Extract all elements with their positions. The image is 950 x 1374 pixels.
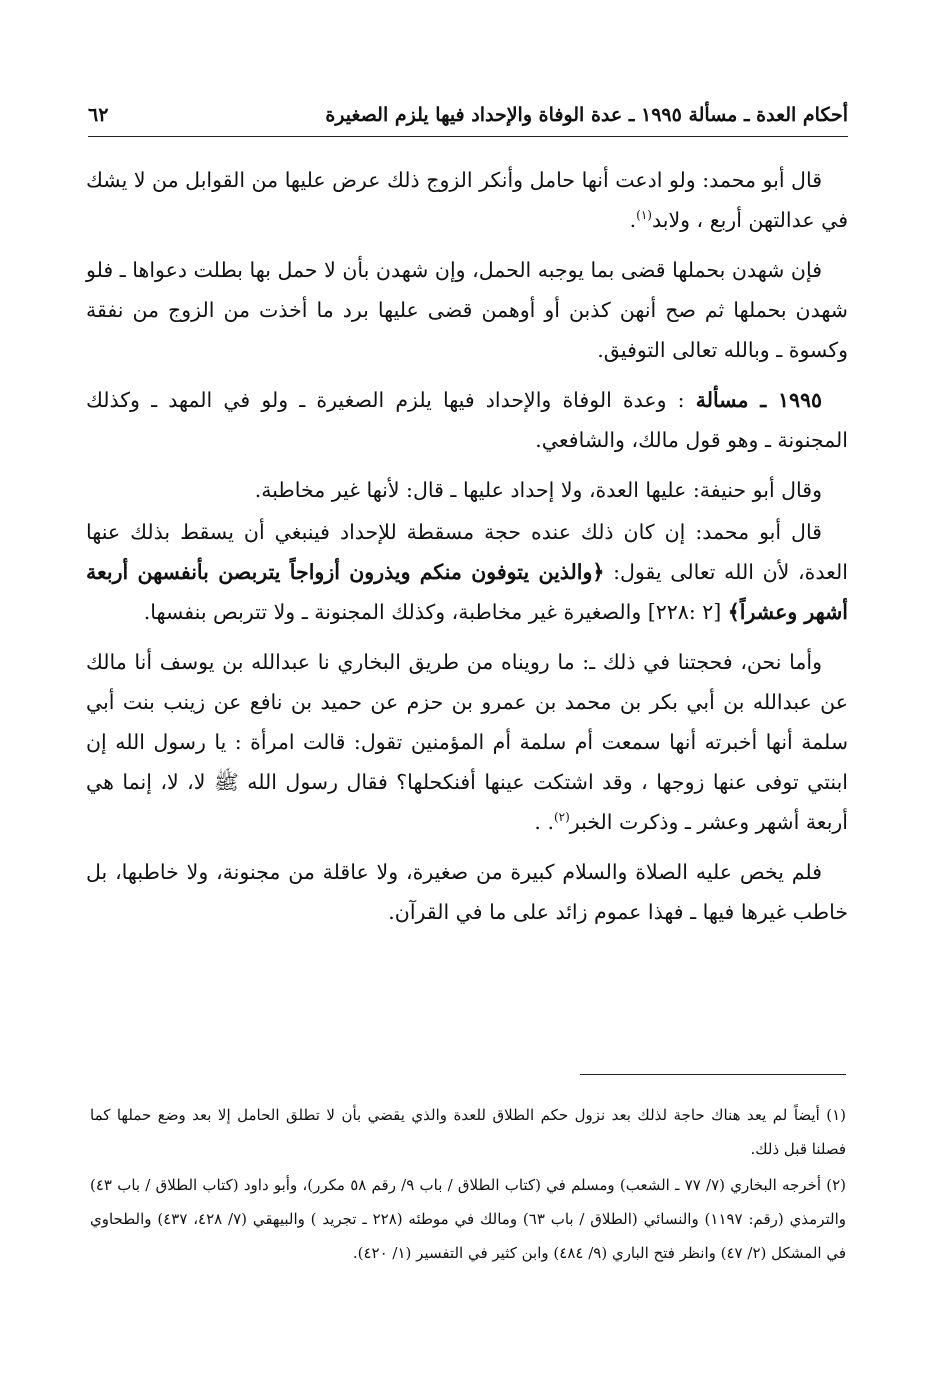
paragraph-3: ١٩٩٥ ـ مسألة : وعدة الوفاة والإحداد فيها يلزم الصغيرة ـ ولو في المهد ـ وكذلك المجنونة ـ وهو قول مالك، والشافعي. bbox=[86, 388, 848, 452]
page-number: ٦٢ bbox=[88, 104, 109, 126]
footnote-2: (٢) أخرجه البخاري (٧/ ٧٧ ـ الشعب) ومسلم في (كتاب الطلاق / باب ٩/ رقم ٥٨ مكرر)، وأبو داود (كتاب الطلاق / باب ٤٣) والترمذي (رقم: ١١٩٧) والنسائي (الطلاق / باب ٦٣) ومالك في موطئه (٢٢٨ ـ تجريد ) والبيهقي (٧/ ٤٢٨، ٤٣٧) والطحاوي في المشكل (٢/ ٤٧) وانظر فتح الباري (٩/ ٤٨٤) وابن كثير في التفسير (١/ ٤٢٠). bbox=[90, 1176, 846, 1262]
quran-quote: ﴿والذين يتوفون منكم ويذرون أزواجاً يتربصن بأنفسهن أربعة أشهر وعشراً﴾ bbox=[86, 560, 848, 624]
running-title: أحكام العدة ـ مسألة ١٩٩٥ ـ عدة الوفاة والإحداد فيها يلزم الصغيرة bbox=[325, 104, 848, 126]
paragraph-2: فإن شهدن بحملها قضى بما يوجبه الحمل، وإن شهدن بأن لا حمل بها بطلت دعواها ـ فلو شهدن بحملها ثم صح أنهن كذبن أو أوهمن قضى عليها برد ما أخذت من الزوج من نفقة وكسوة ـ وبالله تعالى التوفيق. bbox=[86, 258, 848, 362]
footnote-1: (١) أيضاً لم يعد هناك حاجة لذلك بعد نزول حكم الطلاق للعدة والذي يقضي بأن لا تطلق الحامل إلا بعد وضع حملها كما فصلنا قبل ذلك. bbox=[90, 1106, 846, 1158]
footnote-ref-1: (١) bbox=[636, 208, 652, 223]
issue-label: ١٩٩٥ ـ مسألة bbox=[695, 388, 823, 412]
footnotes bbox=[90, 1098, 846, 1272]
paragraph-6: وأما نحن، فحجتنا في ذلك ـ: ما رويناه من طريق البخاري نا عبدالله بن يوسف أنا مالك عن عبدالله بن أبي بكر بن محمد بن عمرو بن حزم عن حميد بن نافع عن زينب بنت أبي سلمة أنها أخبرته أنها سمعت أم سلمة أم المؤمنين تقول: قالت امرأة : يا رسول الله إن ابنتي توفى عنها زوجها ، وقد اشتكت عينها أفنكحلها؟ فقال رسول الله ﷺ لا، لا، إنما هي أربعة أشهر وعشر ـ وذكرت الخبر$^{(٢)}$. . bbox=[86, 650, 848, 834]
page-header bbox=[88, 84, 848, 126]
footnote-divider bbox=[580, 1074, 846, 1075]
paragraph-4: وقال أبو حنيفة: عليها العدة، ولا إحداد عليها ـ قال: لأنها غير مخاطبة. bbox=[254, 478, 822, 502]
header-divider bbox=[88, 136, 848, 137]
paragraph-5: قال أبو محمد: إن كان ذلك عنده حجة مسقطة للإحداد فينبغي أن يسقط بذلك عنها العدة، لأن الله تعالى يقول: ﴿والذين يتوفون منكم ويذرون أزواجاً يتربصن بأنفسهن أربعة أشهر وعشراً﴾ [٢ :٢٢٨] والصغيرة غير مخاطبة، وكذلك المجنونة ـ ولا تتربص بنفسها. bbox=[86, 520, 848, 624]
footnote-ref-2: (٢) bbox=[553, 810, 570, 825]
paragraph-7: فلم يخص عليه الصلاة والسلام كبيرة من صغيرة، ولا عاقلة من مجنونة، ولا خاطبها، بل خاطب غيرها فيها ـ فهذا عموم زائد على ما في القرآن. bbox=[86, 860, 848, 924]
main-text bbox=[86, 160, 848, 942]
paragraph-1: قال أبو محمد: ولو ادعت أنها حامل وأنكر الزوج ذلك عرض عليها من القوابل من لا يشك في عدالتهن أربع ، ولابد$^{(١)}$. bbox=[86, 168, 848, 232]
